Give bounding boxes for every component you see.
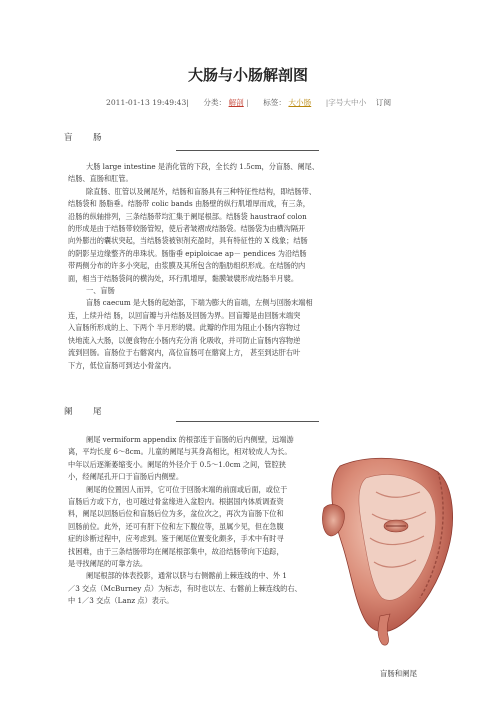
text-line: ／3 交点（McBurney 点）为标志，有时也以左、右髂前上棘连线的右、 xyxy=(68,583,302,593)
text-line: 阑尾根部的体表投影，通常以脐与右侧髂前上棘连线的中、外 1 xyxy=(86,571,287,581)
caecum-appendix-illustration xyxy=(320,448,458,648)
section-heading-appendix: 阑 尾 xyxy=(64,407,108,417)
text-line: 沿肠的纵轴排列，三条结肠带均汇集于阑尾根部。结肠袋 haustraof colon xyxy=(68,211,307,221)
section-divider xyxy=(176,421,319,422)
appendix-paragraph xyxy=(68,434,302,608)
text-line: 面，相当于结肠袋间的横沟处，环行肌增厚，黏膜皱襞形成结肠半月襞。 xyxy=(68,273,299,283)
text-line: 大肠 large intestine 是消化管的下段，全长约 1.5cm，分盲肠、阑尾、 xyxy=(86,162,320,171)
text-line: 盲肠 caecum 是大肠的起始部，下端为膨大的盲端，左侧与回肠末端相 xyxy=(86,298,313,308)
text-line: 连，上续升结 肠，以回盲瓣与升结肠及回肠为界。回盲瓣是由回肠末端突 xyxy=(68,310,301,320)
text-line: 回肠前位。此外，还可有肝下位和左下腹位等，虽属少见，但在急腹 xyxy=(68,521,284,531)
text-line: 的形成是由于结肠带较肠管短，使后者皱褶成结肠袋。结肠袋为由横沟隔开 xyxy=(68,224,306,234)
text-line: 带两侧分布的许多小突起，由浆膜及其所包含的脂肪组织形成。在结肠的内 xyxy=(68,261,306,271)
subheading-caecum: 一、盲肠 xyxy=(86,286,115,296)
text-line: 是寻找阑尾的可靠方法。 xyxy=(68,559,148,569)
text-line: 离，平均长度 6～8cm。儿童的阑尾与其身高相比，相对较成人为长。 xyxy=(68,447,292,457)
text-line: 向外膨出的囊状突起，当结肠袋被钡剂充盈时，具有特征性的 X 线象；结肠 xyxy=(68,236,308,246)
text-line: 中 1／3 交点（Lanz 点）表示。 xyxy=(68,596,174,606)
font-size-options[interactable]: |字号大中小 xyxy=(325,98,367,107)
post-meta-bar xyxy=(106,97,391,108)
text-line: 小，经阑尾孔开口于盲肠后内侧壁。 xyxy=(68,472,184,482)
section-divider xyxy=(176,150,319,151)
text-line: 下方，低位盲肠可到达小骨盆内。 xyxy=(68,360,176,370)
meta-separator: | xyxy=(246,98,249,107)
colon-paragraph xyxy=(68,161,320,372)
post-datetime: 2011-01-13 19:49:43| xyxy=(106,98,189,107)
category-link[interactable]: 解剖 xyxy=(228,98,244,107)
page-title: 大肠与小肠解剖图 xyxy=(187,66,308,84)
category-label: 分类： xyxy=(203,98,227,107)
text-line: 盲肠后方或下方，也可越过骨盆缘进入盆腔内。根据国内体质调查资 xyxy=(68,497,284,507)
text-line: 阑尾 vermiform appendix 的根部连于盲肠的后内侧壁，远端游 xyxy=(86,435,294,444)
text-line: 的阴影呈边缘整齐的串珠状。肠脂垂 epiploicae ap－ pendices 为沿结肠 xyxy=(68,248,307,258)
section-heading-caecum: 盲 肠 xyxy=(64,133,108,143)
tag-link[interactable]: 大小肠 xyxy=(288,98,312,107)
text-line: 入盲肠所形成的上、下两个 半月形的襞。此瓣的作用为阻止小肠内容物过 xyxy=(68,323,301,333)
text-line: 除直肠、肛管以及阑尾外，结肠和盲肠具有三种特征性结构，即结肠带、 xyxy=(86,186,317,196)
text-line: 结肠袋和 肠脂垂。结肠带 colic bands 由肠壁的纵行肌增厚而成，有三条， xyxy=(68,199,310,209)
subscribe-link[interactable]: 订阅 xyxy=(375,98,392,107)
text-line: 快地流入大肠，以便食物在小肠内充分消 化吸收，并可防止盲肠内容物逆 xyxy=(68,335,301,345)
text-line: 料，阑尾以回肠后位和盲肠后位为多，盆位次之，再次为盲肠下位和 xyxy=(68,509,284,519)
text-line: 阑尾的位置因人而异，它可位于回肠末端的前面或后面，或位于 xyxy=(86,484,288,494)
illustration-caption: 盲肠和阑尾 xyxy=(380,669,417,678)
text-line: 找困难，由于三条结肠带均在阑尾根部集中，故沿结肠带向下追踪， xyxy=(68,546,284,556)
text-line: 流到回肠。盲肠位于右髂窝内，高位盲肠可在髂窝上方， 甚至到达肝右叶 xyxy=(68,348,301,358)
text-line: 结肠、直肠和肛管。 xyxy=(68,174,133,184)
tags-label: 标签： xyxy=(263,98,286,107)
text-line: 中年以后逐渐萎缩变小。阑尾的外径介于 0.5～1.0cm 之间，管腔狭 xyxy=(68,459,286,469)
text-line: 症的诊断过程中，应考虑到。鉴于阑尾位置变化颇多，手术中有时寻 xyxy=(68,534,284,544)
